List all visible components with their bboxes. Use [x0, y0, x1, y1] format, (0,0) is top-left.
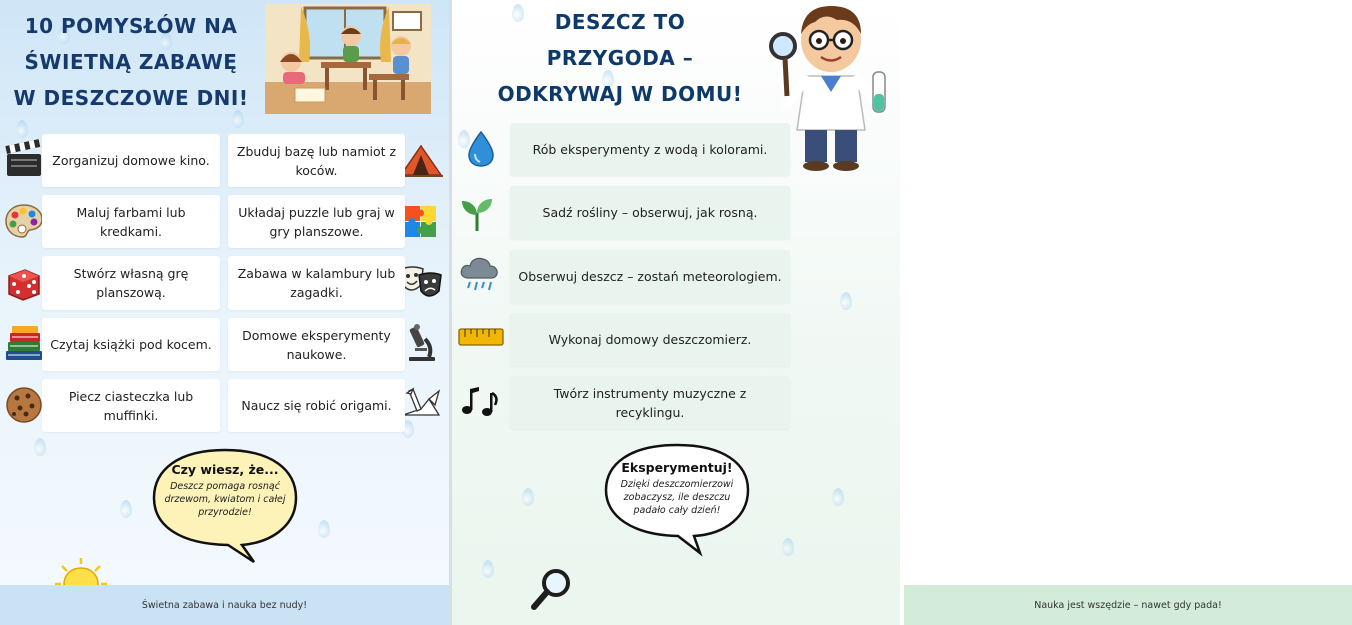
idea-text: Piecz ciasteczka lub muffinki.	[68, 388, 194, 423]
ruler-icon	[458, 316, 504, 358]
idea-card	[228, 379, 405, 432]
sprout-icon	[456, 194, 498, 236]
water-drop-icon	[460, 128, 502, 170]
idea-card	[510, 376, 790, 429]
music-notes-icon	[458, 380, 500, 422]
left-panel	[0, 0, 449, 625]
idea-card	[228, 256, 405, 310]
idea-text: Zbuduj bazę lub namiot z koców.	[236, 143, 397, 178]
idea-text: Układaj puzzle lub graj w gry planszowe.	[238, 204, 395, 239]
idea-text: Wykonaj domowy deszczomierz.	[548, 332, 752, 347]
idea-text: Sadź rośliny – obserwuj, jak rosną.	[542, 205, 758, 220]
idea-card	[42, 379, 220, 432]
idea-text: Zabawa w kalambury lub zagadki.	[237, 266, 396, 300]
idea-card	[228, 318, 405, 371]
footer-text: Nauka jest wszędzie – nawet gdy pada!	[1034, 599, 1222, 611]
idea-text: Domowe eksperymenty naukowe.	[242, 327, 391, 362]
idea-card	[510, 313, 790, 366]
bubble-title: Eksperymentuj!	[621, 460, 733, 475]
raindrop-decoration	[16, 120, 28, 138]
idea-card	[228, 134, 405, 187]
idea-card	[42, 318, 220, 371]
idea-text: Naucz się robić origami.	[241, 398, 392, 413]
magnifying-glass-icon	[530, 567, 574, 613]
page-title	[0, 8, 262, 116]
footer-text: Świetna zabawa i nauka bez nudy!	[141, 599, 308, 611]
title-line: 10 POMYSŁÓW NA	[24, 14, 238, 38]
idea-card	[228, 195, 405, 248]
title-line: PRZYGODA –	[546, 46, 694, 70]
idea-card	[42, 134, 220, 187]
idea-card	[510, 123, 790, 176]
title-line: W DESZCZOWE DNI!	[13, 86, 249, 110]
dice-icon	[3, 262, 45, 304]
paint-palette-icon	[3, 200, 45, 242]
microscope-icon	[400, 322, 442, 364]
title-line: ODKRYWAJ W DOMU!	[497, 82, 743, 106]
raindrop-decoration	[120, 500, 132, 518]
idea-text: Maluj farbami lub kredkami.	[76, 204, 186, 239]
rain-cloud-icon	[458, 253, 500, 295]
bubble-title: Czy wiesz, że...	[171, 462, 279, 477]
page-title-right	[470, 4, 770, 112]
idea-text: Twórz instrumenty muzyczne z recyklingu.	[553, 385, 747, 420]
experiment-bubble	[602, 442, 752, 554]
theater-masks-icon	[400, 261, 442, 303]
idea-text: Obserwuj deszcz – zostań meteorologiem.	[518, 269, 782, 284]
idea-card	[510, 250, 790, 303]
raindrop-decoration	[522, 488, 534, 506]
bubble-text: Deszcz pomaga rosnąć drzewom, kwiatom i całej przyrodzie!	[164, 481, 286, 518]
idea-card	[42, 256, 220, 310]
title-line: ŚWIETNĄ ZABAWĘ	[24, 50, 238, 74]
kids-playing-illustration	[265, 4, 431, 114]
idea-card	[42, 195, 220, 248]
books-icon	[3, 322, 45, 364]
clapperboard-icon	[3, 139, 45, 181]
puzzle-icon	[400, 201, 442, 243]
raindrop-decoration	[34, 438, 46, 456]
idea-card	[510, 186, 790, 239]
tent-icon	[400, 140, 442, 182]
title-line: DESZCZ TO	[554, 10, 686, 34]
idea-text: Zorganizuj domowe kino.	[52, 153, 210, 168]
raindrop-decoration	[832, 488, 844, 506]
scientist-boy-illustration	[765, 0, 900, 180]
footer-left	[0, 585, 449, 625]
idea-text: Czytaj książki pod kocem.	[50, 337, 212, 352]
raindrop-decoration	[482, 560, 494, 578]
origami-swan-icon	[400, 383, 442, 425]
idea-text: Rób eksperymenty z wodą i kolorami.	[532, 142, 768, 157]
raindrop-decoration	[840, 292, 852, 310]
cookie-icon	[3, 384, 45, 426]
bubble-content	[164, 462, 286, 519]
bubble-text: Dzięki deszczomierzowi zobaczysz, ile deszczu padało cały dzień!	[620, 479, 734, 516]
fun-fact-bubble	[150, 446, 300, 564]
idea-text: Stwórz własną grę planszową.	[73, 266, 189, 300]
raindrop-decoration	[318, 520, 330, 538]
footer-right	[904, 585, 1352, 625]
bubble-content	[616, 460, 738, 517]
raindrop-decoration	[782, 538, 794, 556]
